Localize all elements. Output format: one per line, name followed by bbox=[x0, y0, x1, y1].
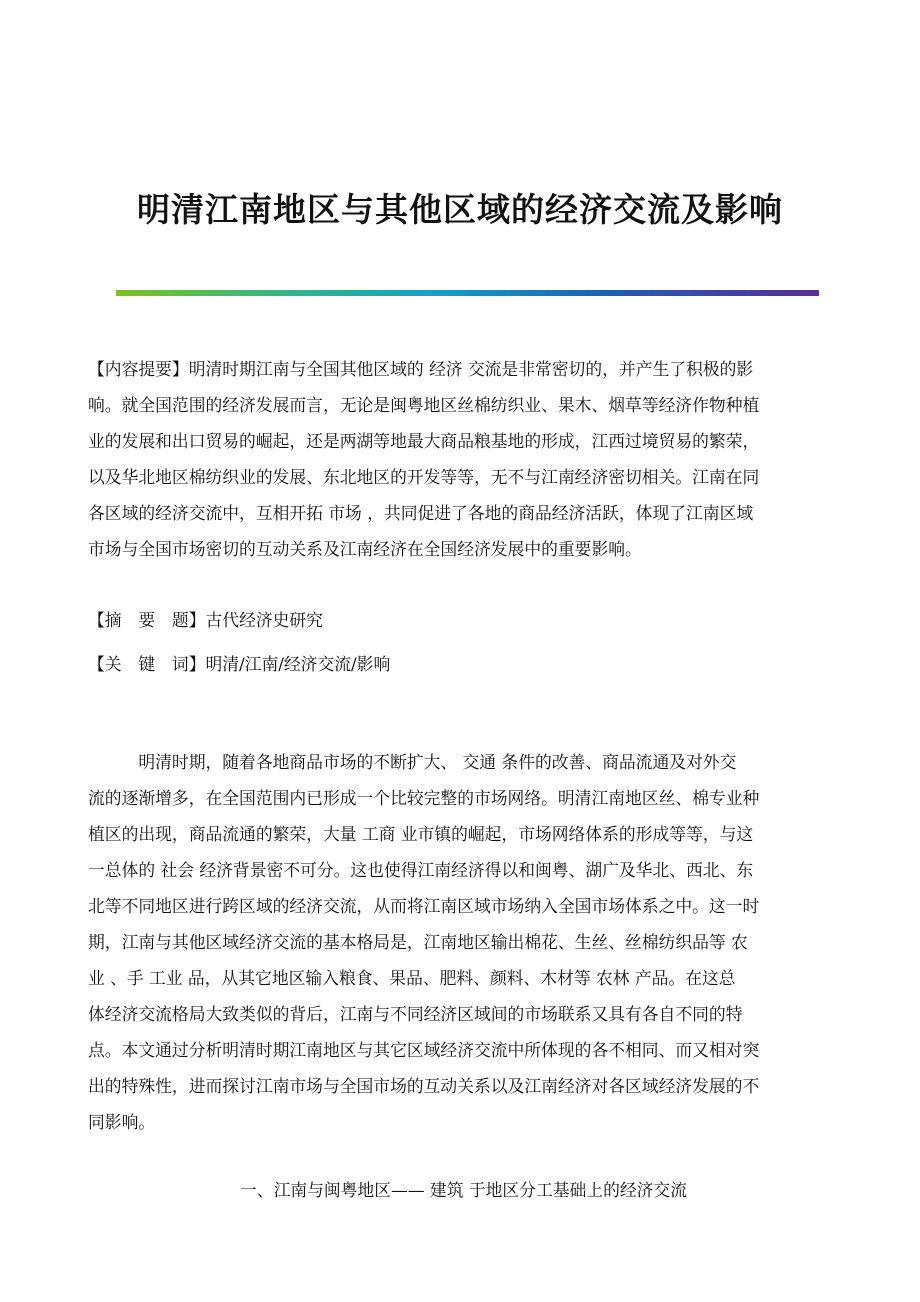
abstract-line: 市场与全国市场密切的互动关系及江南经济在全国经济发展中的重要影响。 bbox=[88, 539, 642, 559]
section-heading: 一、江南与闽粤地区—— 建筑 于地区分工基础上的经济交流 bbox=[240, 1180, 687, 1200]
body-line: 出的特殊性，进而探讨江南市场与全国市场的互动关系以及江南经济对各区域经济发展的不 bbox=[88, 1076, 760, 1096]
abstract-line: 以及华北地区棉纺织业的发展、东北地区的开发等等，无不与江南经济密切相关。江南在同 bbox=[88, 467, 760, 487]
body-line: 业 、手 工业 品，从其它地区输入粮食、果品、肥料、颜料、木材等 农林 产品。在这总 bbox=[88, 968, 736, 988]
abstract-line: 各区域的经济交流中，互相开拓 市场 ，共同促进了各地的商品经济活跃，体现了江南区域 bbox=[88, 503, 754, 523]
body-line: 植区的出现，商品流通的繁荣，大量 工商 业市镇的崛起，市场网络体系的形成等等，与这 bbox=[88, 824, 754, 844]
body-line: 期，江南与其他区域经济交流的基本格局是，江南地区输出棉花、生丝、丝棉纺织品等 农 bbox=[88, 932, 748, 952]
abstract-line: 业的发展和出口贸易的崛起，还是两湖等地最大商品粮基地的形成，江西过境贸易的繁荣， bbox=[88, 431, 760, 451]
document-title: 明清江南地区与其他区域的经济交流及影响 bbox=[137, 190, 783, 229]
body-line: 明清时期，随着各地商品市场的不断扩大、 交通 条件的改善、商品流通及对外交 bbox=[88, 752, 737, 772]
keywords-line: 【关 键 词】明清/江南/经济交流/影响 bbox=[88, 654, 391, 674]
abstract-line: 响。就全国范围的经济发展而言，无论是闽粤地区丝棉纺织业、果木、烟草等经济作物种植 bbox=[88, 395, 760, 415]
abstract bbox=[88, 351, 848, 567]
body-line: 点。本文通过分析明清时期江南地区与其它区域经济交流中所体现的各不相同、而又相对突 bbox=[88, 1040, 760, 1060]
metadata bbox=[88, 598, 848, 686]
body-paragraph bbox=[88, 744, 848, 1140]
abstract-line: 【内容提要】明清时期江南与全国其他区域的 经济 交流是非常密切的，并产生了积极的影 bbox=[88, 359, 754, 379]
title-gradient-divider bbox=[116, 290, 819, 296]
body-line: 流的逐渐增多，在全国范围内已形成一个比较完整的市场网络。明清江南地区丝、棉专业种 bbox=[88, 788, 760, 808]
body-line: 同影响。 bbox=[88, 1112, 156, 1132]
body-line: 北等不同地区进行跨区域的经济交流，从而将江南区域市场纳入全国市场体系之中。这一时 bbox=[88, 896, 760, 916]
subject-line: 【摘 要 题】古代经济史研究 bbox=[88, 610, 323, 630]
body-line: 一总体的 社会 经济背景密不可分。这也使得江南经济得以和闽粤、湖广及华北、西北、东 bbox=[88, 860, 754, 880]
body-line: 体经济交流格局大致类似的背后，江南与不同经济区域间的市场联系又具有各自不同的特 bbox=[88, 1004, 743, 1024]
